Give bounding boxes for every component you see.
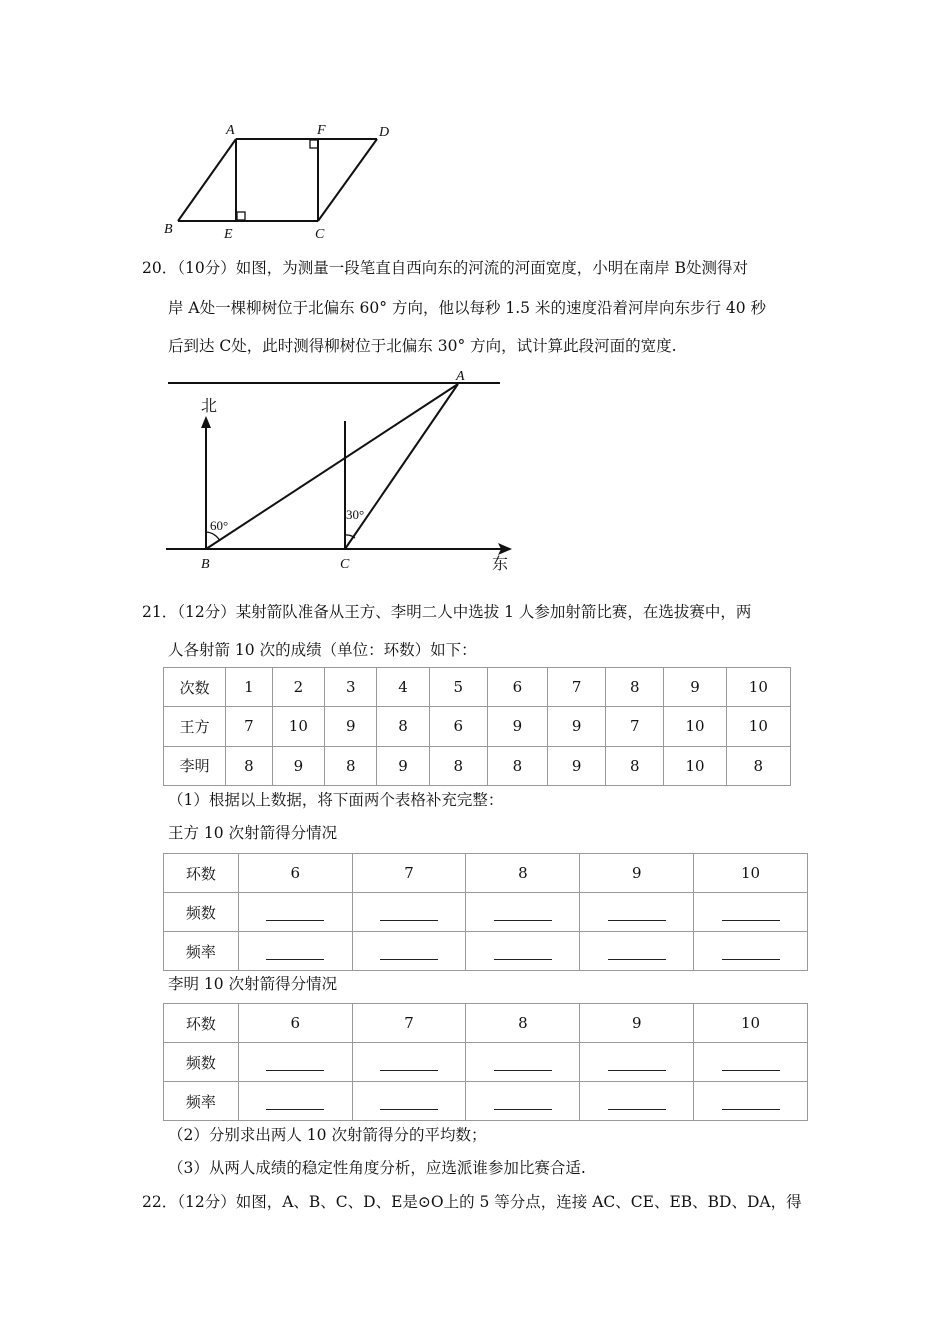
answer-blank[interactable] (352, 893, 466, 932)
table-cell: 9 (272, 746, 324, 785)
table-cell: 9 (580, 854, 694, 893)
table-cell: 10 (664, 707, 726, 746)
answer-blank[interactable] (352, 1043, 466, 1082)
scores-table (163, 667, 791, 786)
label-a: A (226, 123, 235, 138)
table-cell: 9 (548, 707, 606, 746)
table-cell: 9 (377, 746, 429, 785)
table-cell: 频率 (164, 1082, 239, 1121)
east-label: 东 (492, 556, 509, 573)
table-cell: 3 (325, 668, 377, 707)
table-cell: 次数 (164, 668, 226, 707)
table-row (164, 746, 791, 785)
table-cell: 7 (606, 707, 664, 746)
table-cell: 10 (694, 1004, 808, 1043)
table-cell: 李明 (164, 746, 226, 785)
table-row (164, 1004, 808, 1043)
table-cell: 频数 (164, 893, 239, 932)
wang-frequency-table (163, 853, 808, 971)
answer-blank[interactable] (466, 1082, 580, 1121)
li-frequency-table (163, 1003, 808, 1121)
table-row (164, 668, 791, 707)
table-cell: 10 (726, 668, 790, 707)
table-cell: 8 (226, 746, 272, 785)
table-cell: 8 (606, 746, 664, 785)
table-cell: 9 (325, 707, 377, 746)
answer-blank[interactable] (580, 932, 694, 971)
table-row (164, 893, 808, 932)
table-cell: 6 (429, 707, 487, 746)
q20-line3: 后到达 C处，此时测得柳树位于北偏东 30° 方向，试计算此段河面的宽度. (168, 337, 677, 355)
table-row (164, 1043, 808, 1082)
answer-blank[interactable] (580, 1082, 694, 1121)
label-b: B (201, 557, 210, 572)
table-cell: 9 (548, 746, 606, 785)
label-b: B (164, 222, 173, 237)
table-row (164, 707, 791, 746)
q21-part3: （3）从两人成绩的稳定性角度分析，应选派谁参加比赛合适. (168, 1159, 586, 1177)
angle-c-label: 30° (346, 507, 365, 522)
answer-blank[interactable] (238, 1043, 352, 1082)
table-row (164, 854, 808, 893)
table-cell: 7 (226, 707, 272, 746)
table-cell: 9 (487, 707, 547, 746)
answer-blank[interactable] (580, 1043, 694, 1082)
river-figure (160, 366, 520, 576)
table-cell: 1 (226, 668, 272, 707)
answer-blank[interactable] (352, 1082, 466, 1121)
answer-blank[interactable] (352, 932, 466, 971)
table-cell: 频率 (164, 932, 239, 971)
q22-line1: 22．（12分）如图，A、B、C、D、E是⊙O上的 5 等分点，连接 AC、CE、EB、BD、DA，得 (142, 1193, 802, 1211)
table-cell: 环数 (164, 854, 239, 893)
table-cell: 6 (238, 1004, 352, 1043)
table-cell: 8 (487, 746, 547, 785)
table-cell: 8 (466, 1004, 580, 1043)
table-cell: 8 (606, 668, 664, 707)
table-cell: 8 (377, 707, 429, 746)
table-cell: 5 (429, 668, 487, 707)
label-c: C (315, 227, 325, 242)
table-cell: 4 (377, 668, 429, 707)
table-cell: 7 (352, 854, 466, 893)
table-cell: 7 (548, 668, 606, 707)
label-e: E (224, 227, 233, 242)
table-cell: 9 (580, 1004, 694, 1043)
table-cell: 9 (664, 668, 726, 707)
angle-b-label: 60° (210, 518, 229, 533)
table-cell: 10 (694, 854, 808, 893)
wang-table-title: 王方 10 次射箭得分情况 (168, 824, 338, 842)
north-label: 北 (201, 398, 218, 415)
parallelogram-figure (160, 118, 400, 243)
q21-part2: （2）分别求出两人 10 次射箭得分的平均数； (168, 1126, 487, 1144)
table-cell: 8 (325, 746, 377, 785)
li-table-title: 李明 10 次射箭得分情况 (168, 975, 338, 993)
table-row (164, 1082, 808, 1121)
answer-blank[interactable] (466, 893, 580, 932)
table-cell: 6 (487, 668, 547, 707)
label-f: F (317, 123, 326, 138)
answer-blank[interactable] (238, 932, 352, 971)
table-cell: 8 (466, 854, 580, 893)
q21-line1: 21．（12分）某射箭队准备从王方、李明二人中选拔 1 人参加射箭比赛，在选拔赛中，两 (142, 603, 752, 621)
table-cell: 环数 (164, 1004, 239, 1043)
q20-line2: 岸 A处一棵柳树位于北偏东 60° 方向，他以每秒 1.5 米的速度沿着河岸向东步行 40 秒 (168, 299, 767, 317)
answer-blank[interactable] (694, 1043, 808, 1082)
table-cell: 10 (272, 707, 324, 746)
table-cell: 频数 (164, 1043, 239, 1082)
table-cell: 8 (429, 746, 487, 785)
q21-line2: 人各射箭 10 次的成绩（单位：环数）如下： (168, 641, 477, 659)
q21-part1: （1）根据以上数据，将下面两个表格补充完整： (168, 791, 504, 809)
table-cell: 王方 (164, 707, 226, 746)
label-d: D (379, 125, 390, 140)
table-cell: 6 (238, 854, 352, 893)
answer-blank[interactable] (694, 893, 808, 932)
table-cell: 2 (272, 668, 324, 707)
table-cell: 8 (726, 746, 790, 785)
table-cell: 10 (664, 746, 726, 785)
q20-line1: 20．（10分）如图，为测量一段笔直自西向东的河流的河面宽度，小明在南岸 B处测得对 (142, 259, 749, 277)
answer-blank[interactable] (238, 1082, 352, 1121)
table-cell: 10 (726, 707, 790, 746)
answer-blank[interactable] (466, 932, 580, 971)
table-cell: 7 (352, 1004, 466, 1043)
answer-blank[interactable] (694, 932, 808, 971)
answer-blank[interactable] (466, 1043, 580, 1082)
table-row (164, 932, 808, 971)
label-c: C (340, 557, 350, 572)
label-a: A (456, 369, 465, 384)
answer-blank[interactable] (694, 1082, 808, 1121)
answer-blank[interactable] (238, 893, 352, 932)
answer-blank[interactable] (580, 893, 694, 932)
